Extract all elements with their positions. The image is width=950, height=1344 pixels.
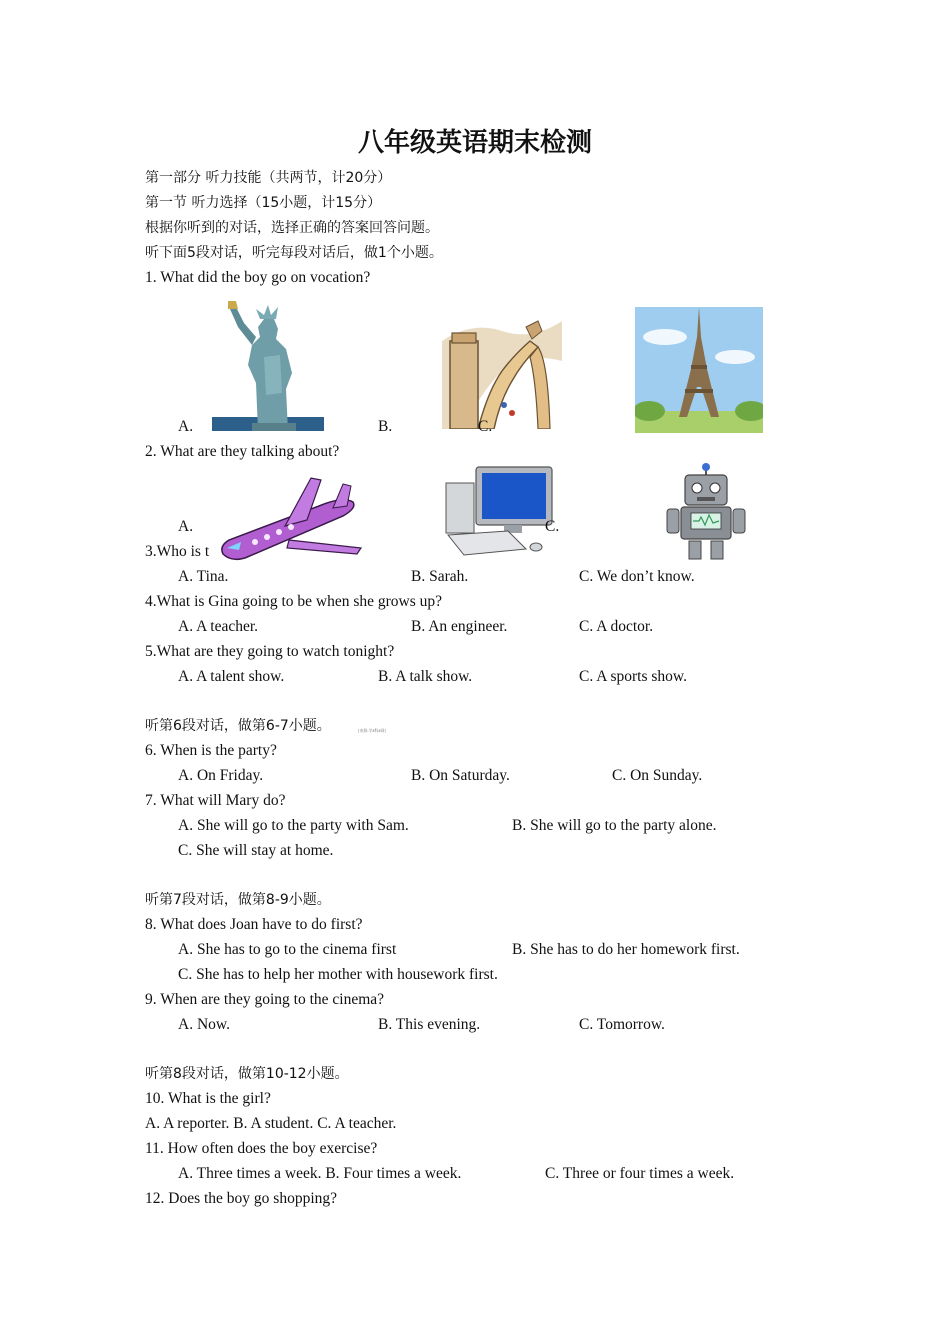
question-1: 1. What did the boy go on vocation? xyxy=(145,269,371,286)
q8-option-a: A. She has to go to the cinema first xyxy=(178,941,397,958)
question-2: 2. What are they talking about? xyxy=(145,443,340,460)
airplane-image xyxy=(215,476,363,564)
q5-option-b: B. A talk show. xyxy=(378,668,473,685)
question-8: 8. What does Joan have to do first? xyxy=(145,916,363,933)
question-9: 9. When are they going to the cinema? xyxy=(145,991,385,1008)
part-heading: 第一部分 听力技能（共两节，计20分） xyxy=(145,170,392,186)
q11-option-c: C. Three or four times a week. xyxy=(545,1165,735,1182)
q3-option-b: B. Sarah. xyxy=(411,568,469,585)
q4-option-c: C. A doctor. xyxy=(579,618,654,635)
q7-option-b: B. She will go to the party alone. xyxy=(512,817,717,834)
dialogue-6-heading: 听第6段对话，做第6-7小题。 xyxy=(145,718,331,734)
q5-option-c: C. A sports show. xyxy=(579,668,687,685)
question-11: 11. How often does the boy exercise? xyxy=(145,1140,378,1157)
q4-option-b: B. An engineer. xyxy=(411,618,508,635)
q7-option-a: A. She will go to the party with Sam. xyxy=(178,817,409,834)
q6-option-c: C. On Sunday. xyxy=(612,767,703,784)
q9-option-b: B. This evening. xyxy=(378,1016,481,1033)
source-watermark: [来源:学#科#网] xyxy=(358,728,386,733)
instruction-2: 听下面5段对话，听完每段对话后，做1个小题。 xyxy=(145,245,443,261)
q2-option-c: C. xyxy=(545,518,560,535)
q3-option-c: C. We don’t know. xyxy=(579,568,695,585)
dialogue-7-heading: 听第7段对话，做第8-9小题。 xyxy=(145,892,331,908)
statue-of-liberty-image xyxy=(208,297,328,433)
instruction-1: 根据你听到的对话，选择正确的答案回答问题。 xyxy=(145,220,439,236)
q4-option-a: A. A teacher. xyxy=(178,618,259,635)
q11-options-ab: A. Three times a week. B. Four times a week. xyxy=(178,1165,462,1182)
q8-option-b: B. She has to do her homework first. xyxy=(512,941,740,958)
q1-option-c: C. xyxy=(478,418,493,435)
q5-option-a: A. A talent show. xyxy=(178,668,285,685)
question-4: 4.What is Gina going to be when she grows up? xyxy=(145,593,443,610)
q3-option-a: A. Tina. xyxy=(178,568,229,585)
question-12: 12. Does the boy go shopping? xyxy=(145,1190,338,1207)
section-heading: 第一节 听力选择（15小题，计15分） xyxy=(145,195,382,211)
q1-option-b: B. xyxy=(378,418,393,435)
q1-option-a: A. xyxy=(178,418,194,435)
q2-option-a: A. xyxy=(178,518,194,535)
page-title: 八年级英语期末检测 xyxy=(357,128,592,158)
q6-option-a: A. On Friday. xyxy=(178,767,264,784)
question-7: 7. What will Mary do? xyxy=(145,792,286,809)
q10-options: A. A reporter. B. A student. C. A teacher. xyxy=(145,1115,397,1132)
q8-option-c: C. She has to help her mother with housework first. xyxy=(178,966,498,983)
question-10: 10. What is the girl? xyxy=(145,1090,271,1107)
eiffel-tower-image xyxy=(635,307,763,433)
robot-image xyxy=(663,463,749,563)
q6-option-b: B. On Saturday. xyxy=(411,767,510,784)
computer-image xyxy=(444,465,559,559)
great-wall-image xyxy=(442,301,562,429)
question-6: 6. When is the party? xyxy=(145,742,277,759)
question-3: 3.Who is t xyxy=(145,543,210,560)
q9-option-c: C. Tomorrow. xyxy=(579,1016,665,1033)
q9-option-a: A. Now. xyxy=(178,1016,230,1033)
question-5: 5.What are they going to watch tonight? xyxy=(145,643,395,660)
q7-option-c: C. She will stay at home. xyxy=(178,842,334,859)
dialogue-8-heading: 听第8段对话，做第10-12小题。 xyxy=(145,1066,349,1082)
